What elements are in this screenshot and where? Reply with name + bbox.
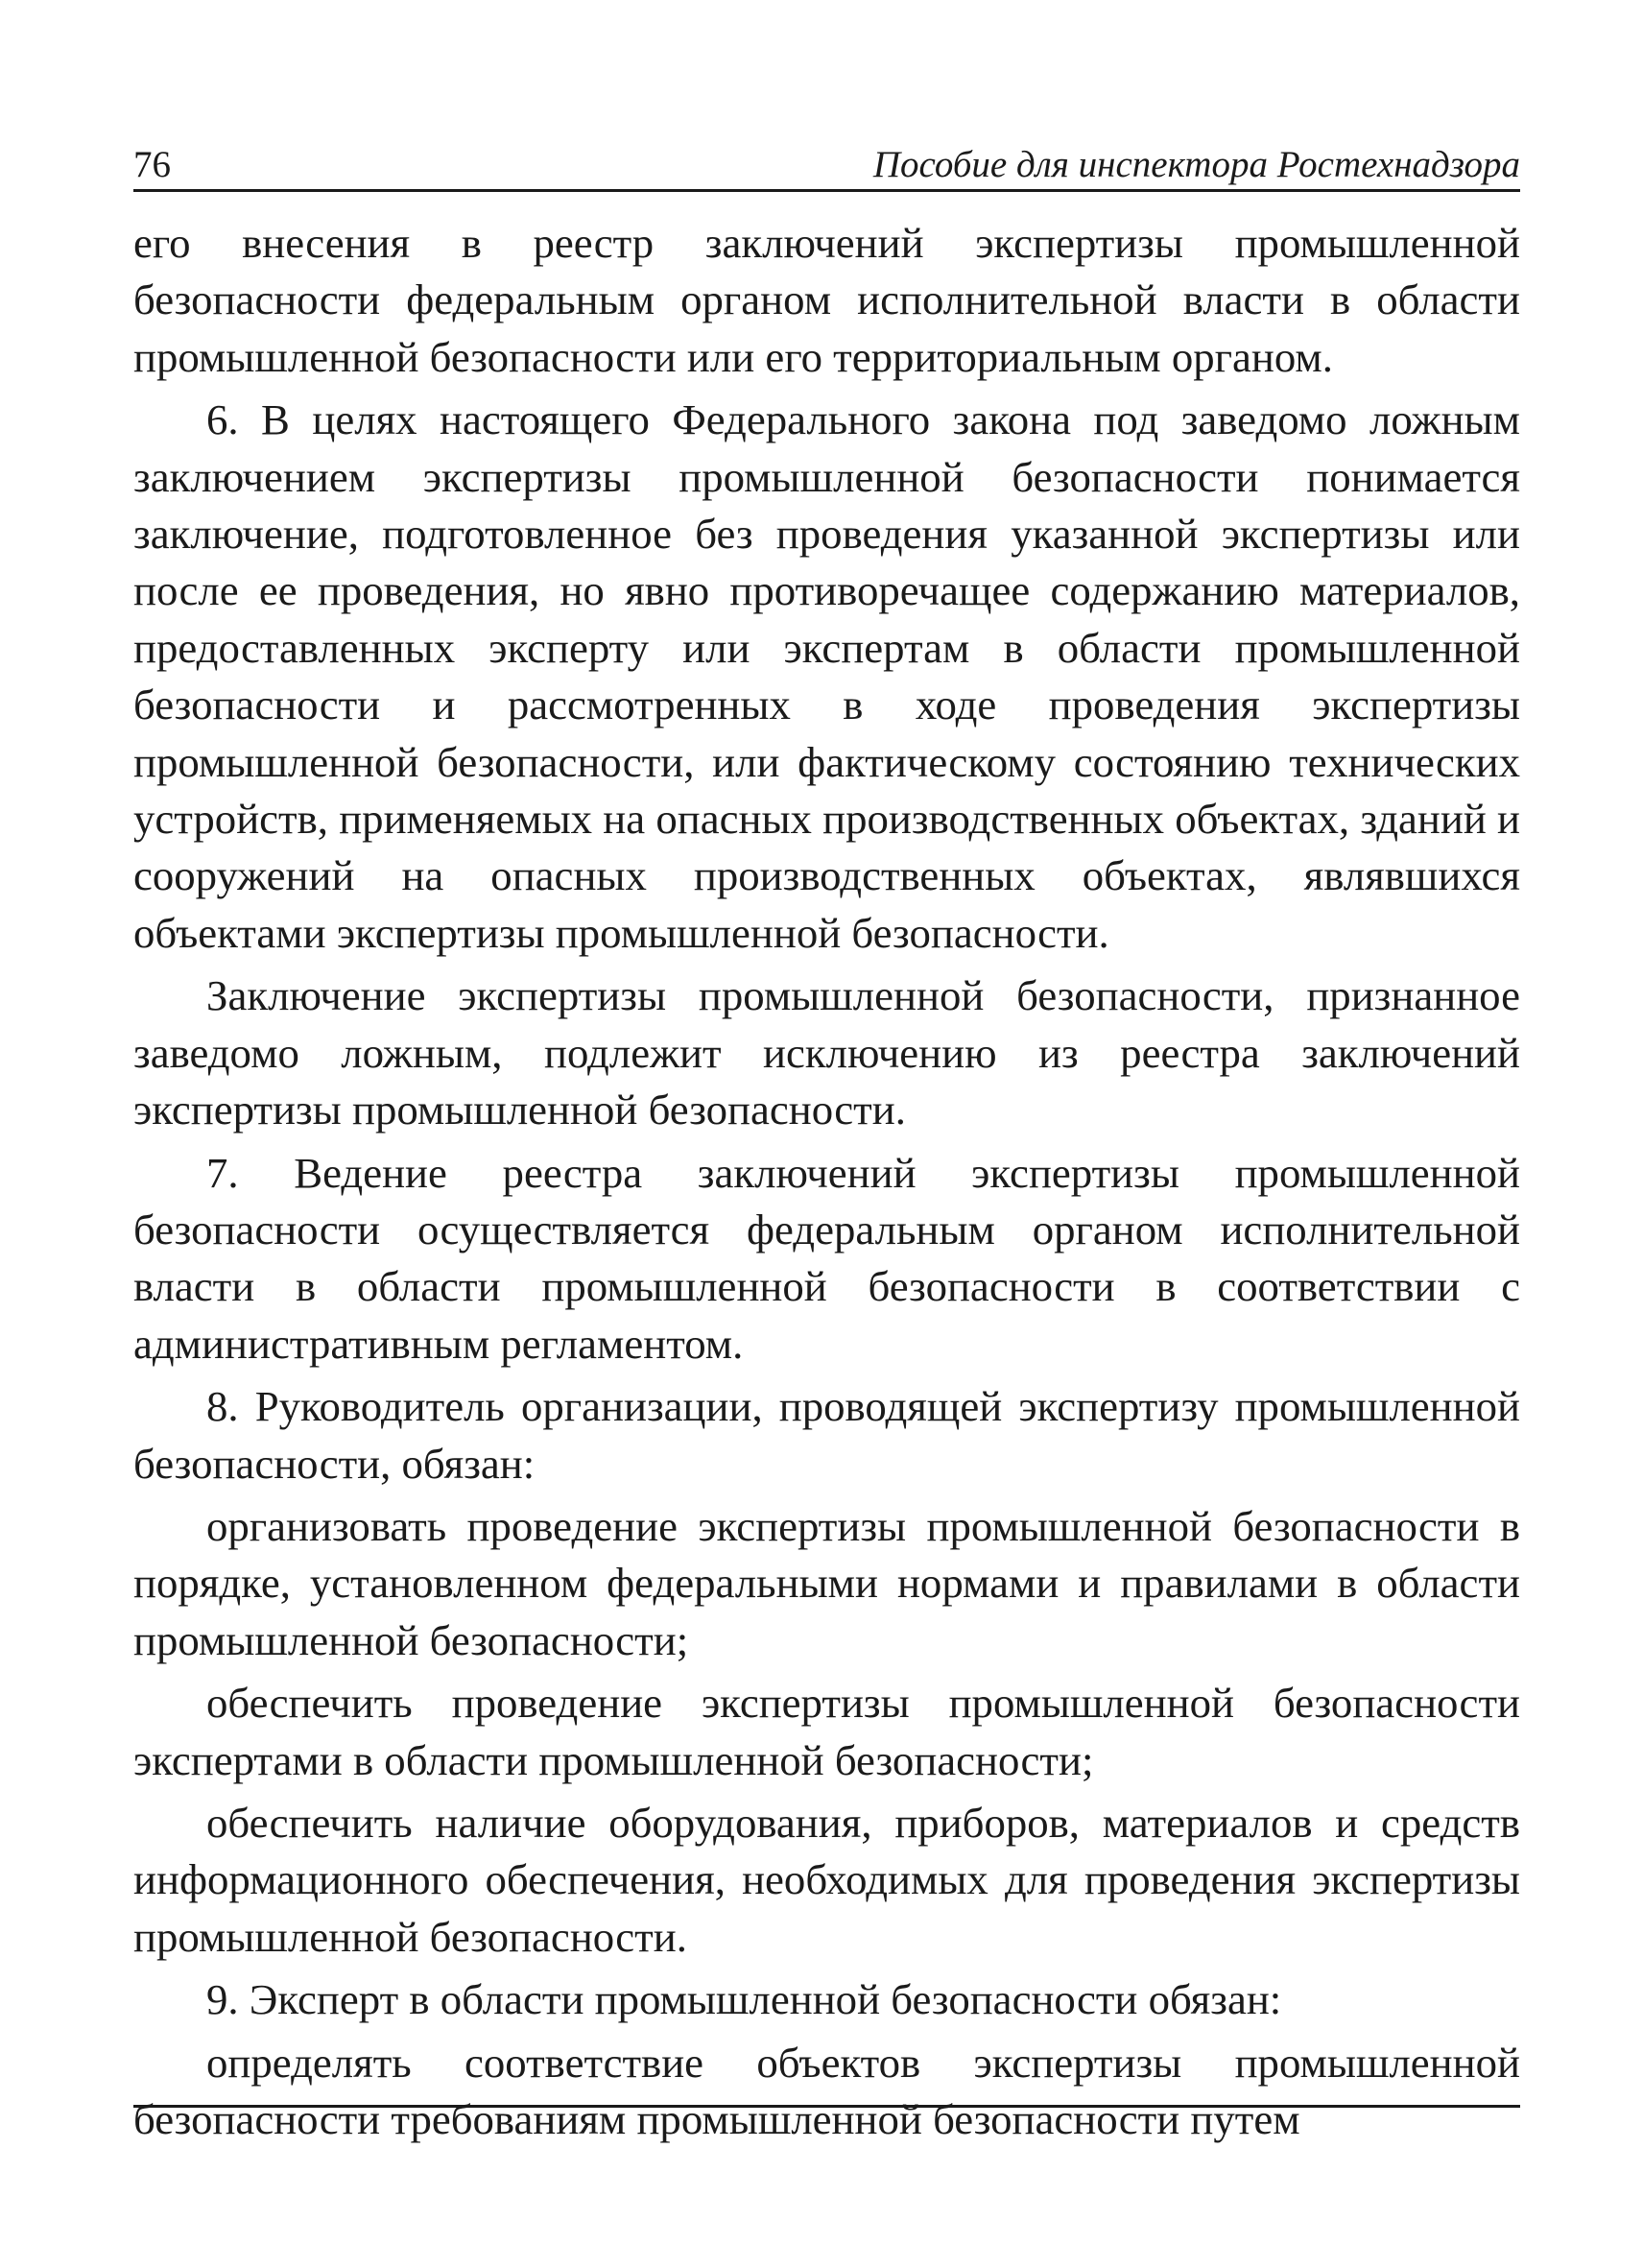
paragraph: 7. Ведение реестра заключений экспертизы промышленной безопасности осуществляется федеральным органом исполнительной власти в области промышленной безопасности в соответствии с административным регламентом.	[133, 1148, 1520, 1368]
paragraph: организовать проведение экспертизы промышленной безопасности в порядке, установленном федеральными нормами и правилами в области промышленной безопасности;	[133, 1501, 1520, 1664]
page-header	[133, 142, 1520, 188]
paragraph: 8. Руководитель организации, проводящей экспертизу промышленной безопасности, обязан:	[133, 1382, 1520, 1488]
paragraph: 6. В целях настоящего Федерального закона под заведомо ложным заключением экспертизы промышленной безопасности понимается заключение, подготовленное без проведения указанной экспертизы или после ее проведения, но явно противоречащее содержанию материалов, предоставленных эксперту или экспертам в области промышленной безопасности и рассмотренных в ходе проведения экспертизы промышленной безопасности, или фактическому состоянию технических устройств, применяемых на опасных производственных объектах, зданий и сооружений на опасных производственных объектах, являвшихся объектами экспертизы промышленной безопасности.	[133, 395, 1520, 957]
paragraph: Заключение экспертизы промышленной безопасности, признанное заведомо ложным, подлежит исключению из реестра заключений экспертизы промышленной безопасности.	[133, 971, 1520, 1134]
page-number: 76	[133, 144, 171, 185]
paragraph: определять соответствие объектов экспертизы промышленной безопасности требованиям промышленной безопасности путем	[133, 2038, 1520, 2143]
running-title: Пособие для инспектора Ростехнадзора	[872, 144, 1520, 185]
paragraph: обеспечить наличие оборудования, приборов, материалов и средств информационного обеспечения, необходимых для проведения экспертизы промышленной безопасности.	[133, 1798, 1520, 1961]
header-rule	[133, 189, 1520, 192]
paragraph: его внесения в реестр заключений экспертизы промышленной безопасности федеральным органом исполнительной власти в области промышленной безопасности или его территориальным органом.	[133, 219, 1520, 381]
paragraph: обеспечить проведение экспертизы промышленной безопасности экспертами в области промышленной безопасности;	[133, 1679, 1520, 1784]
paragraph: 9. Эксперт в области промышленной безопасности обязан:	[206, 1975, 1282, 2024]
body-text	[133, 215, 1520, 2154]
footer-rule	[133, 2105, 1520, 2108]
